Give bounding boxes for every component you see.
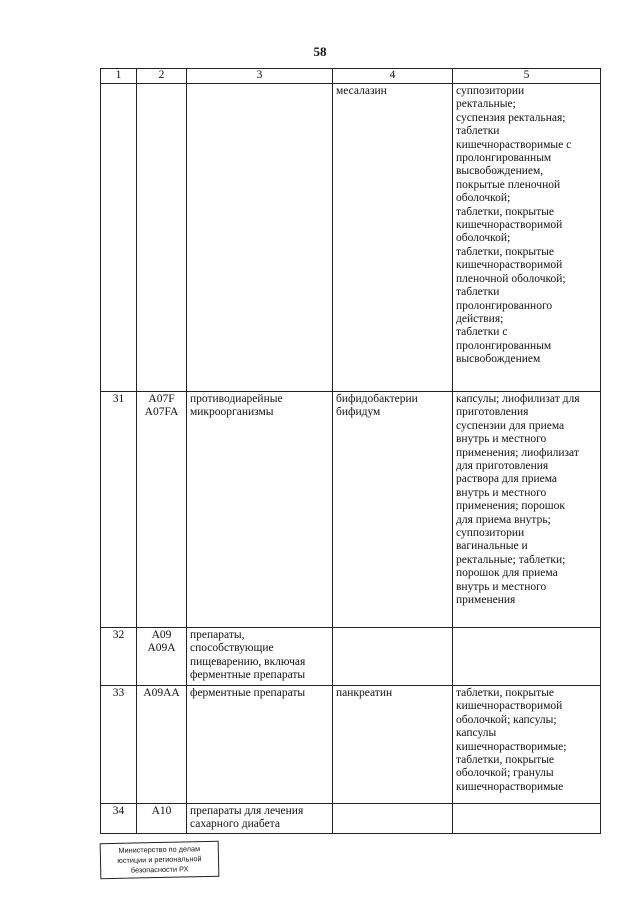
table-header-row xyxy=(101,69,601,84)
drug-name: панкреатин xyxy=(333,686,453,804)
dosage-forms: таблетки, покрытые кишечнорастворимой оболочкой; капсулы; капсулы кишечнорастворимые; таблетки, покрытые оболочкой; гранулы кишечнорастворимые xyxy=(453,686,601,804)
pharmacological-group: противодиарейные микроорганизмы xyxy=(187,392,333,628)
atc-code xyxy=(137,84,187,392)
pharmacological-group: ферментные препараты xyxy=(187,686,333,804)
column-header-1: 1 xyxy=(101,69,137,84)
pharmacological-group xyxy=(187,84,333,392)
table-row xyxy=(101,628,601,686)
dosage-forms: капсулы; лиофилизат для приготовления суспензии для приема внутрь и местного применения; лиофилизат для приготовления раствора для приема внутрь и местного применения; порошок для приема внутрь; суппозитории вагинальные и ректальные; таблетки; порошок для приема внутрь и местного применения xyxy=(453,392,601,628)
dosage-forms: суппозитории ректальные; суспензия ректальная; таблетки кишечнорастворимые с пролонгированным высвобождением, покрытые пленочной оболочкой; таблетки, покрытые кишечнорастворимой оболочкой; таблетки, покрытые кишечнорастворимой пленочной оболочкой; таблетки пролонгированного действия; таблетки с пролонгированным высвобождением xyxy=(453,84,601,392)
drug-name: бифидобактерии бифидум xyxy=(333,392,453,628)
column-header-2: 2 xyxy=(137,69,187,84)
row-number: 32 xyxy=(101,628,137,686)
pharmacological-group: препараты, способствующие пищеварению, включая ферментные препараты xyxy=(187,628,333,686)
atc-code: A09AA xyxy=(137,686,187,804)
stamp-line-1: Министерство по делам xyxy=(118,844,201,855)
drug-table xyxy=(100,68,601,834)
drug-name xyxy=(333,804,453,834)
dosage-forms xyxy=(453,804,601,834)
column-header-3: 3 xyxy=(187,69,333,84)
table-row xyxy=(101,686,601,804)
atc-code: A10 xyxy=(137,804,187,834)
column-header-5: 5 xyxy=(453,69,601,84)
atc-code: A09 A09A xyxy=(137,628,187,686)
row-number: 31 xyxy=(101,392,137,628)
ministry-stamp xyxy=(100,841,220,879)
dosage-forms xyxy=(453,628,601,686)
stamp-line-2: юстиции и региональной xyxy=(117,854,202,865)
page-number: 58 xyxy=(313,44,327,59)
pharmacological-group: препараты для лечения сахарного диабета xyxy=(187,804,333,834)
table-row xyxy=(101,84,601,392)
drug-name: месалазин xyxy=(333,84,453,392)
atc-code: A07F A07FA xyxy=(137,392,187,628)
table-row xyxy=(101,804,601,834)
drug-name xyxy=(333,628,453,686)
table-row xyxy=(101,392,601,628)
row-number: 34 xyxy=(101,804,137,834)
column-header-4: 4 xyxy=(333,69,453,84)
stamp-line-3: безопасности РХ xyxy=(130,864,189,875)
row-number: 33 xyxy=(101,686,137,804)
row-number xyxy=(101,84,137,392)
